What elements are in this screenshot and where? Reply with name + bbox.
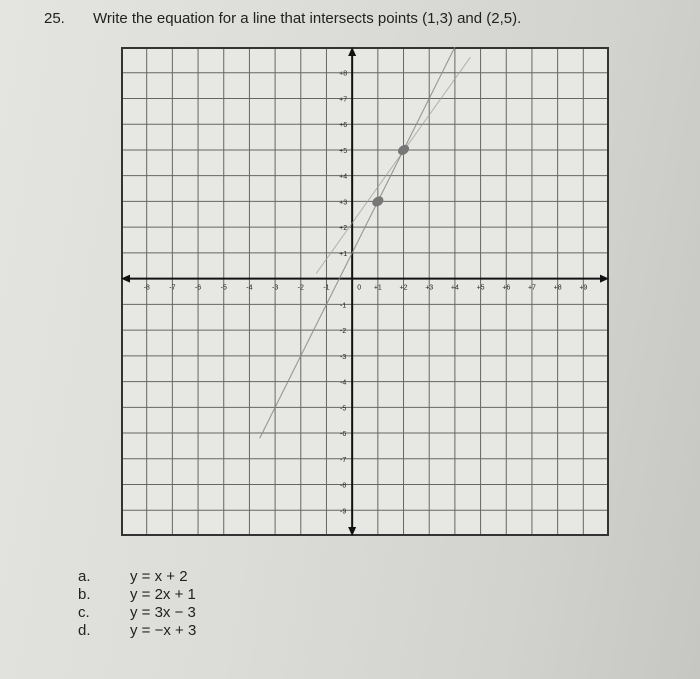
coordinate-grid <box>121 47 609 536</box>
x-tick-label: +6 <box>502 284 511 292</box>
y-tick-label: +5 <box>339 147 348 155</box>
y-tick-label: +1 <box>339 250 348 258</box>
coordinate-plane <box>121 47 609 536</box>
x-tick-label: -1 <box>323 284 330 292</box>
y-tick-label: +6 <box>339 122 348 130</box>
x-tick-label: -7 <box>169 284 176 292</box>
x-tick-label: -8 <box>143 284 150 292</box>
question-number: 25. <box>44 10 65 27</box>
y-tick-label: +3 <box>339 199 348 207</box>
x-tick-label: -3 <box>271 284 279 292</box>
choice-letter: a. <box>78 568 91 585</box>
x-tick-label: +5 <box>476 284 485 292</box>
y-tick-label: -4 <box>340 379 347 387</box>
x-tick-label: -2 <box>297 284 304 292</box>
question-text: Write the equation for a line that intersects points (1,3) and (2,5). <box>93 10 522 27</box>
x-tick-label: +7 <box>527 284 536 292</box>
y-tick-label: -3 <box>340 353 347 361</box>
choice-equation: y = 2x + 1 <box>130 586 196 603</box>
x-tick-label: -6 <box>194 284 202 292</box>
x-tick-label: +1 <box>373 284 382 292</box>
choice-letter: d. <box>78 622 91 639</box>
x-tick-label: +2 <box>399 284 408 292</box>
choice-equation: y = −x + 3 <box>130 622 197 639</box>
y-tick-label: -5 <box>340 405 347 413</box>
y-tick-label: -8 <box>340 482 347 490</box>
y-tick-label: -1 <box>340 302 347 310</box>
x-tick-label: -4 <box>246 284 253 292</box>
x-tick-label: +8 <box>553 284 562 292</box>
choice-letter: b. <box>78 586 91 603</box>
x-tick-label: +3 <box>425 284 434 292</box>
y-tick-label: +2 <box>339 225 348 233</box>
x-tick-label: +4 <box>450 284 459 292</box>
y-tick-label: +7 <box>339 96 348 104</box>
y-tick-label: -6 <box>340 431 347 439</box>
choice-letter: c. <box>78 604 90 621</box>
choice-equation: y = 3x − 3 <box>130 604 196 621</box>
y-tick-label: -7 <box>340 456 347 464</box>
y-tick-label: +8 <box>339 70 348 78</box>
y-tick-label: -9 <box>340 508 347 516</box>
x-tick-label: 0 <box>357 284 362 292</box>
x-tick-label: -5 <box>220 284 227 292</box>
choice-equation: y = x + 2 <box>130 568 188 585</box>
x-tick-label: +9 <box>579 284 588 292</box>
y-tick-label: -2 <box>340 328 347 336</box>
y-tick-label: +4 <box>339 173 348 181</box>
